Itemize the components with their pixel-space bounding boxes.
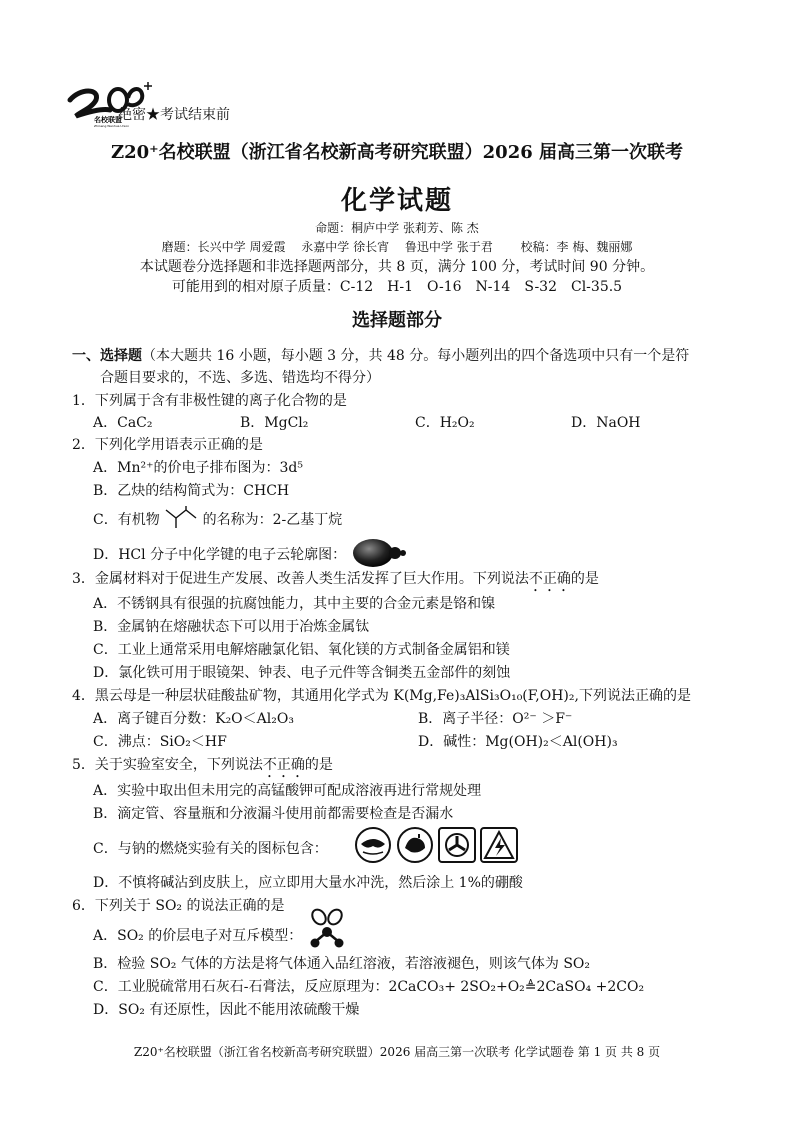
q3-stem (72, 568, 599, 595)
credits-reviewers: 磨题：长兴中学 周爱霞 永嘉中学 徐长宵 鲁迅中学 张于君 校稿：李 梅、魏丽娜 (161, 240, 633, 254)
q1-option-d: D．NaOH (571, 415, 641, 431)
q6-option-b: B．检验 SO₂ 气体的方法是将气体通入品红溶液，若溶液褪色，则该气体为 SO₂ (93, 956, 590, 972)
q2-option-c (93, 506, 342, 529)
section-title: 选择题部分 (352, 310, 442, 331)
q5-stem-emphasis: 不正确 (262, 757, 305, 773)
q2-option-c-pre: C．有机物 (93, 512, 160, 528)
electric-hazard-icon (481, 828, 517, 862)
exam-instructions: 本试题卷分选择题和非选择题两部分，共 8 页，满分 100 分，考试时间 90 分钟。 (139, 259, 655, 275)
q6-stem: 6．下列关于 SO₂ 的说法正确的是 (72, 898, 285, 914)
q5-option-d: D．不慎将碱沾到皮肤上，应立即用大量水冲洗，然后涂上 1%的硼酸 (93, 875, 523, 891)
vsepr-model-icon (310, 908, 344, 950)
q4-option-d: D．碱性：Mg(OH)₂＜Al(OH)₃ (418, 734, 618, 750)
q4-option-b: B．离子半径：O²⁻ ＞F⁻ (418, 711, 573, 727)
q5-stem-a: 5．关于实验室安全，下列说法 (72, 757, 263, 773)
q5-option-c (93, 838, 328, 858)
q1-option-a: A．CaC₂ (93, 415, 153, 431)
q6-option-a-text: A．SO₂ 的价层电子对互斥模型： (93, 928, 303, 944)
q5-stem-b: 的是 (304, 757, 333, 773)
logo-text: 名校联盟 (94, 116, 122, 124)
q3-option-c: C．工业上通常采用电解熔融氯化铝、氧化镁的方式制备金属铝和镁 (93, 642, 510, 658)
electron-cloud-icon (351, 537, 409, 569)
q2-option-a: A．Mn²⁺的价电子排布图为：3d⁵ (93, 460, 303, 476)
goggles-icon (356, 828, 390, 862)
part1-desc-cont: 合题目要求的，不选、多选、错选均不得分） (100, 370, 380, 386)
q2-option-d-text: D．HCl 分子中化学键的电子云轮廓图： (93, 547, 347, 563)
skeletal-formula-icon (164, 506, 198, 528)
page-footer: Z20⁺名校联盟（浙江省名校新高考研究联盟）2026 届高三第一次联考 化学试题卷 第 1 页 共 8 页 (133, 1045, 661, 1059)
logo-subtext: Zhineng Wenhua Union (94, 124, 130, 128)
exam-title: Z20⁺名校联盟（浙江省名校新高考研究联盟）2026 届高三第一次联考 (110, 142, 684, 163)
q3-option-d: D．氯化铁可用于眼镜架、钟表、电子元件等含铜类五金部件的刻蚀 (93, 665, 511, 681)
q2-option-c-post: 的名称为：2-乙基丁烷 (202, 512, 343, 528)
q6-option-a (93, 925, 302, 945)
q6-option-c: C．工业脱硫常用石灰石-石膏法，反应原理为：2CaCO₃+ 2SO₂+O₂≜2CaSO₄ +2CO₂ (93, 979, 645, 995)
q3-stem-emphasis: 不正确 (528, 571, 571, 587)
q1-option-b: B．MgCl₂ (240, 415, 309, 431)
q3-option-b: B．金属钠在熔融状态下可以用于冶炼金属钛 (93, 619, 370, 635)
q1-option-c: C．H₂O₂ (415, 415, 475, 431)
q5-option-a: A．实验中取出但未用完的高锰酸钾可配成溶液再进行常规处理 (93, 783, 482, 799)
q5-stem (72, 754, 333, 781)
q2-stem: 2．下列化学用语表示正确的是 (72, 437, 263, 453)
q2-option-d (93, 537, 409, 569)
q3-stem-b: 的是 (570, 571, 599, 587)
part1-heading (72, 345, 689, 365)
credits-authors: 命题：桐庐中学 张莉芳、陈 杰 (315, 221, 479, 235)
part1-desc: （本大题共 16 小题，每小题 3 分，共 48 分。每小题列出的四个备选项中只有一个是符 (142, 348, 690, 364)
q2-option-b: B．乙炔的结构简式为：CHCH (93, 483, 290, 499)
secret-label: 绝密★考试结束前 (118, 107, 230, 123)
q6-option-d: D．SO₂ 有还原性，因此不能用浓硫酸干燥 (93, 1002, 360, 1018)
subject-title: 化学试题 (340, 186, 453, 216)
atomic-masses: 可能用到的相对原子质量：C-12 H-1 O-16 N-14 S-32 Cl-35.5 (171, 279, 623, 295)
q1-stem: 1．下列属于含有非极性键的离子化合物的是 (72, 393, 347, 409)
safety-icons (353, 826, 521, 864)
hand-wash-icon (398, 828, 432, 862)
q5-option-b: B．滴定管、容量瓶和分液漏斗使用前都需要检查是否漏水 (93, 806, 454, 822)
q5-option-c-text: C．与钠的燃烧实验有关的图标包含： (93, 841, 328, 857)
q4-option-a: A．离子键百分数：K₂O＜Al₂O₃ (93, 711, 294, 727)
q3-option-a: A．不锈钢具有很强的抗腐蚀能力，其中主要的合金元素是铬和镍 (93, 596, 496, 612)
q4-stem: 4．黑云母是一种层状硅酸盐矿物，其通用化学式为 K(Mg,Fe)₃AlSi₃O₁₀(F,OH)₂,下列说法正确的是 (72, 688, 691, 704)
q3-stem-a: 3．金属材料对于促进生产发展、改善人类生活发挥了巨大作用。下列说法 (72, 571, 529, 587)
part1-label: 一、选择题 (72, 348, 142, 364)
ventilation-icon (439, 828, 475, 862)
q4-option-c: C．沸点：SiO₂＜HF (93, 734, 227, 750)
